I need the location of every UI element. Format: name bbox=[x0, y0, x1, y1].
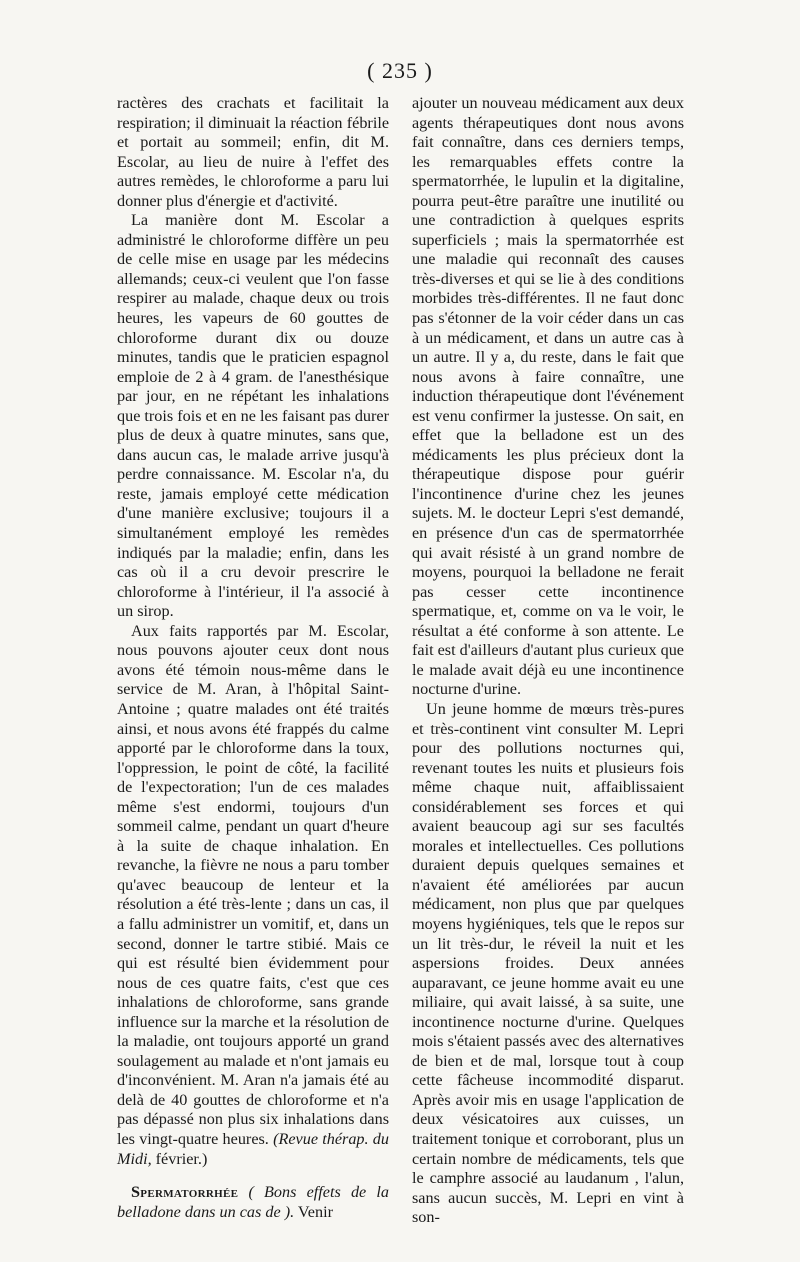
paragraph: La manière dont M. Escolar a administré le chloroforme diffère un peu de celle mise en usage par les médecins allemands; ceux-ci veulent que l'on fasse respirer au malade, chaque deux ou trois heures, les vapeurs de 60 gouttes de chloroforme durant dix ou douze minutes, tandis que le praticien espagnol emploie de 2 à 4 gram. de l'anesthésique par jour, en ne répétant les inhalations que trois fois et en ne les faisant pas durer plus de deux à quatre minutes, sans que, dans aucun cas, le malade arrive jusqu'à perdre connaissance. M. Escolar n'a, du reste, jamais employé cette médication d'une manière exclusive; toujours il a simultanément employé les remèdes indiqués par la maladie; enfin, dans les cas où il a cru devoir prescrire le chloroforme à l'intérieur, il l'a associé à un sirop. bbox=[117, 211, 389, 621]
citation-date: février.) bbox=[151, 1149, 208, 1168]
paragraph: ractères des crachats et facilitait la respiration; il diminuait la réaction fébrile et portait au sommeil; enfin, dit M. Escolar, au lieu de nuire à l'effet des autres remèdes, le chloroforme a paru lui donner plus d'énergie et d'activité. bbox=[117, 94, 389, 210]
paragraph-text: Aux faits rapportés par M. Escolar, nous pouvons ajouter ceux dont nous avons été témoin nous-même dans le service de M. Aran, à l'hôpital Saint-Antoine ; quatre malades ont été traités ainsi, et nous avons été frappés du calme apporté par le chloroforme dans la toux, l'oppression, le point de côté, la facilité de l'expectoration; l'un de ces malades même s'est endormi, toujours d'un sommeil calme, pendant un quart d'heure à la suite de chaque inhalation. En revanche, la fièvre ne nous a paru tomber qu'avec beaucoup de lenteur et la résolution a été très-lente ; dans un cas, il a fallu administrer un vomitif, et, dans un second, donner le tartre stibié. Mais ce qui est résulté bien évidemment pour nous de ces quatre faits, c'est que ces inhalations de chloroforme, sans grande influence sur la marche et la résolution de la maladie, ont toujours apporté un grand soulagement au malade et n'ont jamais eu d'inconvénient. M. Aran n'a jamais été au delà de 40 gouttes de chloroforme et n'a pas dépassé non plus six inhalations dans les vingt-quatre heures. bbox=[117, 621, 389, 1148]
left-column bbox=[117, 94, 389, 1222]
section-heading bbox=[117, 1183, 389, 1222]
paragraph: ajouter un nouveau médicament aux deux agents thérapeutiques dont nous avons fait connaître, dans ces derniers temps, les remarquables effets contre la spermatorrhée, le lupulin et la digitaline, pourra peut-être paraître une inutilité ou une contradiction à quelques esprits superficiels ; mais la spermatorrhée est une maladie qui reconnaît des causes très-diverses et qui se lie à des conditions morbides très-différentes. Il ne faut donc pas s'étonner de la voir céder dans un cas à un médicament, et dans un autre cas à un autre. Il y a, du reste, dans le fait que nous avons à faire connaître, une induction thérapeutique dont l'événement est venu confirmer la justesse. On sait, en effet que la belladone est un des médicaments les plus précieux dont la thérapeutique dispose pour guérir l'incontinence d'urine chez les jeunes sujets. M. le docteur Lepri s'est demandé, en présence d'un cas de spermatorrhée qui avait résisté à un grand nombre de moyens, pourquoi la belladone ne ferait pas cesser cette incontinence spermatique, et, comme on va le voir, le résultat a été conforme à son attente. Le fait est d'ailleurs d'autant plus curieux que le malade avait déjà eu une incontinence nocturne d'urine. bbox=[412, 94, 684, 699]
right-column bbox=[412, 94, 684, 1228]
citation-source: (Revue thérap. du Midi, bbox=[117, 1129, 389, 1168]
section-heading-subtitle: ( Bons effets de la belladone dans un cas de ). bbox=[117, 1183, 390, 1221]
page-number: ( 235 ) bbox=[367, 58, 433, 83]
paragraph bbox=[117, 622, 389, 1169]
section-heading-tail: Venir bbox=[294, 1202, 333, 1221]
section-heading-label: Spermatorrhée bbox=[131, 1183, 239, 1202]
paragraph: Un jeune homme de mœurs très-pures et très-continent vint consulter M. Lepri pour des pollutions nocturnes qui, revenant toutes les nuits et plusieurs fois même chaque nuit, affaiblissaient considérablement ses forces et qui avaient beaucoup agi sur ses facultés morales et intellectuelles. Ces pollutions duraient depuis quelques semaines et n'avaient été améliorées par aucun médicament, non plus que par quelques moyens hygiéniques, tels que le repos sur un lit très-dur, le réveil la nuit et les aspersions froides. Deux années auparavant, ce jeune homme avait eu une miliaire, qui avait laissé, à sa suite, une incontinence nocturne d'urine. Quelques mois s'étaient passés avec des alternatives de bien et de mal, lorsque tout à coup cette fâcheuse incommodité disparut. Après avoir mis en usage l'application de deux vésicatoires aux cuisses, un traitement tonique et corroborant, plus un certain nombre de médicaments, tels que le camphre associé au laudanum , l'alun, sans aucun succès, M. Lepri en vint à son- bbox=[412, 699, 684, 1227]
